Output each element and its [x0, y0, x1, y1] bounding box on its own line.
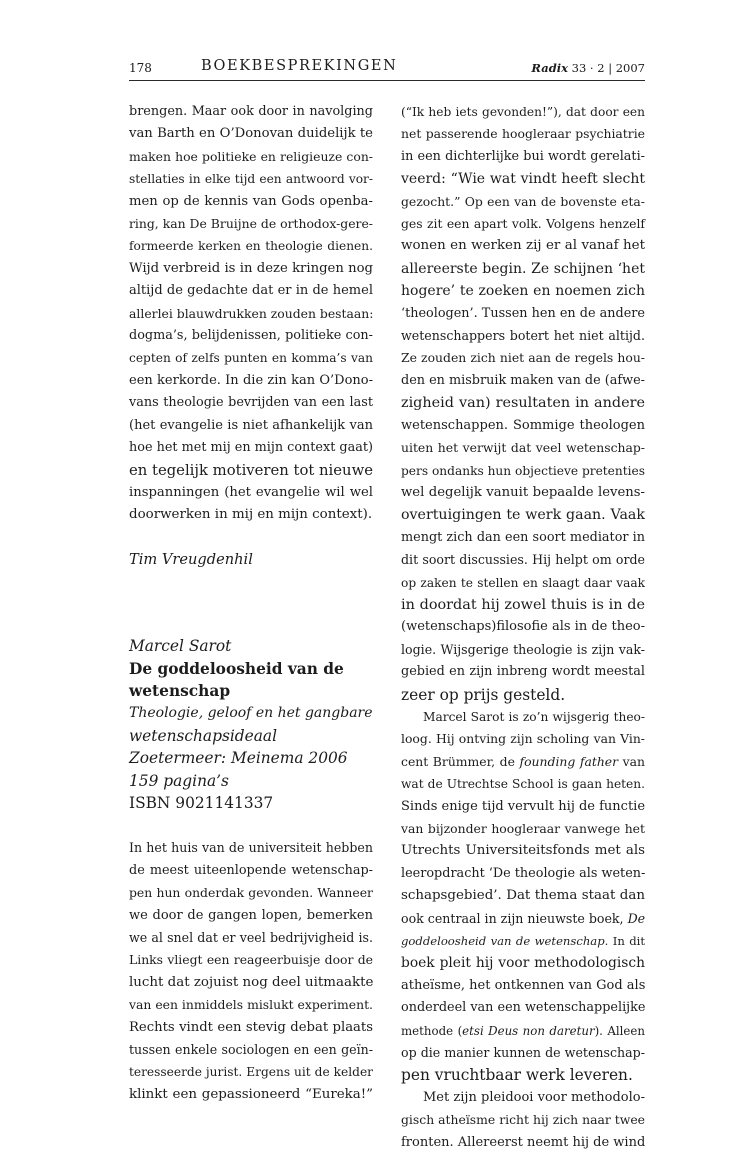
text-line: allereerste begin. Ze schijnen ‘het: [401, 260, 645, 277]
text-line: Rechts vindt een stevig debat plaats: [129, 1019, 373, 1035]
text-line: schapsgebied’. Dat thema staat dan: [401, 888, 645, 904]
text-line: men op de kennis van Gods openba-: [129, 193, 373, 209]
text-line: net passerende hoogleraar psychiatrie: [401, 126, 645, 142]
page-number: 178: [129, 61, 152, 75]
text-line: allerlei blauwdrukken zouden bestaan:: [129, 305, 374, 321]
running-header: [129, 56, 645, 81]
text-line: uiten het verwijt dat veel wetenschap-: [401, 440, 645, 456]
text-line: pers ondanks hun objectieve pretenties: [401, 463, 646, 478]
text-line: wetenschappers botert het niet altijd.: [401, 328, 645, 344]
text-line: van Barth en O’Donovan duidelijk te: [129, 126, 373, 142]
text-line: veerd: “Wie wat vindt heeft slecht: [401, 171, 645, 188]
text-line: overtuigingen te werk gaan. Vaak: [401, 507, 645, 524]
book-title: wetenschap: [129, 681, 231, 700]
text-line: boek pleit hij voor methodologisch: [401, 955, 645, 972]
text-line: klinkt een gepassioneerd “Eureka!”: [129, 1086, 373, 1102]
book-isbn: ISBN 9021141337: [129, 793, 274, 812]
text-line: we door de gangen lopen, bemerken: [129, 907, 373, 923]
text-line: gebied en zijn inbreng wordt meestal: [401, 664, 645, 680]
text-line: brengen. Maar ook door in navolging: [129, 104, 373, 119]
text-line: op die manier kunnen de wetenschap-: [401, 1045, 645, 1061]
text-line: den en misbruik maken van de (afwe-: [401, 372, 645, 388]
text-line: logie. Wijsgerige theologie is zijn vak-: [401, 641, 645, 657]
text-line: hoe het met mij en mijn context gaat): [129, 440, 374, 456]
text-line: een kerkorde. In die zin kan O’Dono-: [129, 372, 373, 388]
journal-issue: 33 · 2 | 2007: [567, 61, 645, 75]
text-line: (het evangelie is niet afhankelijk van: [129, 417, 373, 433]
text-line: in een dichterlijke bui wordt gerelati-: [401, 148, 645, 164]
text-line: formeerde kerken en theologie dienen.: [129, 239, 373, 254]
book-publisher: Zoetermeer: Meinema 2006: [129, 749, 348, 768]
text-line: lucht dat zojuist nog deel uitmaakte: [129, 974, 374, 990]
text-line: wat de Utrechtse School is gaan heten.: [401, 777, 645, 792]
text-line: Marcel Sarot is zo’n wijsgerig theo-: [423, 709, 645, 724]
journal-reference: [531, 61, 645, 75]
book-title: De goddeloosheid van de: [129, 659, 344, 678]
review-closing-paragraph: [129, 101, 373, 527]
text-line: (“Ik heb iets gevonden!”), dat door een: [401, 105, 645, 119]
text-line: zeer op prijs gesteld.: [401, 685, 566, 704]
right-column: [401, 101, 645, 1154]
text-line: gisch atheïsme richt hij zich naar twee: [401, 1112, 645, 1128]
text-line: In het huis van de universiteit hebben: [129, 840, 373, 856]
journal-name: Radix: [531, 61, 568, 75]
text-line: ring, kan De Bruijne de orthodox-gere-: [129, 216, 373, 232]
review-body-paragraph: [401, 1087, 645, 1154]
text-line: ges zit een apart volk. Volgens henzelf: [401, 216, 645, 232]
text-line: Links vliegt een reageerbuisje door de: [129, 952, 373, 968]
review-body-paragraph: [401, 101, 645, 706]
text-line: vans theologie bevrijden van een last: [129, 395, 373, 411]
text-line: fronten. Allereerst neemt hij de wind: [401, 1134, 646, 1150]
text-line: hogere’ te zoeken en noemen zich: [401, 283, 645, 300]
text-line: en tegelijk motiveren tot nieuwe: [129, 461, 373, 479]
text-line: Sinds enige tijd vervult hij de functie: [401, 798, 646, 814]
text-line: inspanningen (het evangelie wil wel: [129, 484, 373, 500]
book-subtitle: wetenschapsideaal: [129, 726, 277, 745]
text-line: onderdeel van een wetenschappelijke: [401, 1000, 646, 1016]
text-line: goddeloosheid van de wetenschap. In dit: [401, 934, 645, 949]
text-line: teresseerde jurist. Ergens uit de kelder: [129, 1065, 373, 1080]
book-author: Marcel Sarot: [129, 637, 232, 656]
text-line: in doordat hij zowel thuis is in de: [401, 596, 645, 613]
text-line: Utrechts Universiteitsfonds met als: [401, 843, 645, 859]
text-line: wel degelijk vanuit bepaalde levens-: [401, 484, 645, 500]
left-column: [129, 101, 373, 1106]
text-line: van een inmiddels mislukt experiment.: [129, 997, 373, 1013]
text-line: cent Brümmer, de founding father van: [401, 753, 645, 769]
text-line: Wijd verbreid is in deze kringen nog: [129, 260, 373, 276]
section-title: BOEKBESPREKINGEN: [201, 58, 398, 74]
text-line: Met zijn pleidooi voor methodolo-: [423, 1089, 645, 1105]
book-subtitle: Theologie, geloof en het gangbare: [129, 705, 373, 722]
text-line: maken hoe politieke en religieuze con-: [129, 148, 373, 164]
text-line: ook centraal in zijn nieuwste boek, De: [401, 910, 646, 926]
text-line: cepten of zelfs punten en komma’s van: [129, 351, 373, 366]
text-line: de meest uiteenlopende wetenschap-: [129, 862, 373, 878]
text-line: mengt zich dan een soort mediator in: [401, 529, 645, 545]
text-line: tussen enkele sociologen en een geïn-: [129, 1042, 373, 1058]
text-line: van bijzonder hoogleraar vanwege het: [401, 821, 645, 836]
reviewer-signature: Tim Vreugdenhil: [129, 550, 253, 568]
text-line: doorwerken in mij en mijn context).: [129, 507, 373, 523]
review-body-paragraph: [401, 706, 645, 1087]
text-line: atheïsme, het ontkennen van God als: [401, 977, 646, 993]
text-line: leeropdracht ‘De theologie als weten-: [401, 865, 646, 881]
review-body-paragraph: [129, 837, 373, 1106]
text-line: dogma’s, belijdenissen, politieke con-: [129, 328, 373, 344]
text-line: stellaties in elke tijd een antwoord vor-: [129, 172, 373, 187]
text-line: pen vruchtbaar werk leveren.: [401, 1066, 633, 1085]
text-line: wonen en werken zij er al vanaf het: [401, 238, 645, 254]
text-line: pen hun onderdak gevonden. Wanneer: [129, 885, 373, 901]
book-info: [129, 635, 373, 814]
text-line: loog. Hij ontving zijn scholing van Vin-: [401, 731, 645, 747]
text-line: gezocht.” Op een van de bovenste eta-: [401, 193, 645, 209]
text-line: Ze zouden zich niet aan de regels hou-: [401, 350, 645, 366]
text-line: altijd de gedachte dat er in de hemel: [129, 283, 373, 299]
text-line: (wetenschaps)filosofie als in de theo-: [401, 619, 646, 635]
text-line: dit soort discussies. Hij helpt om orde: [401, 552, 645, 568]
text-line: we al snel dat er veel bedrijvigheid is.: [129, 930, 373, 945]
text-line: zigheid van) resultaten in andere: [401, 395, 645, 412]
book-pages: 159 pagina’s: [129, 771, 229, 790]
text-line: ‘theologen’. Tussen hen en de andere: [401, 305, 645, 321]
text-line: methode (etsi Deus non daretur). Alleen: [401, 1023, 645, 1038]
text-line: op zaken te stellen en slaagt daar vaak: [401, 575, 645, 590]
text-line: wetenschappen. Sommige theologen: [401, 417, 645, 433]
